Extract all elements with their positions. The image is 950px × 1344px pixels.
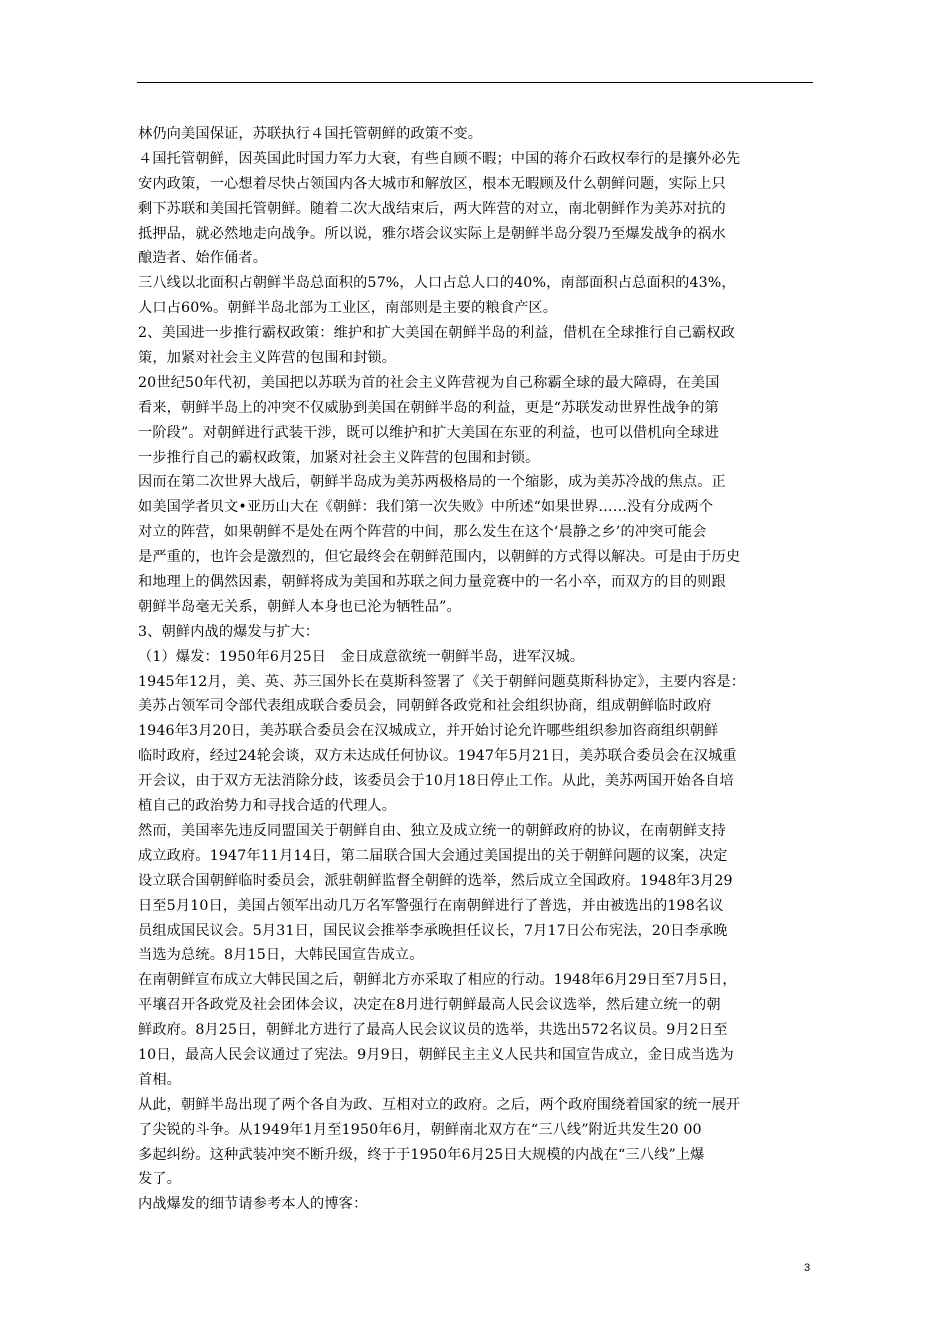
text-line: 首相。 bbox=[138, 1071, 182, 1088]
text-line: 了尖锐的斗争。从1949年1月至1950年6月，朝鲜南北双方在“三八线”附近共发生20 00 bbox=[138, 1121, 702, 1138]
text-line: 林仍向美国保证，苏联执行４国托管朝鲜的政策不变。 bbox=[138, 126, 483, 142]
text-line: 日至5月10日，美国占领军出动几万名军警强行在南朝鲜进行了普选，并由被选出的198名议 bbox=[138, 897, 724, 914]
text-line: 和地理上的偶然因素，朝鲜将成为美国和苏联之间力量竞赛中的一名小卒，而双方的目的则跟 bbox=[138, 574, 726, 591]
text-line: ４国托管朝鲜，因英国此时国力军力大衰，有些自顾不暇；中国的蒋介石政权奉行的是攘外必先 bbox=[138, 150, 741, 167]
text-line: 20世纪50年代初，美国把以苏联为首的社会主义阵营视为自己称霸全球的最大障碍，在美国 bbox=[138, 374, 720, 391]
text-line: 一阶段”。对朝鲜进行武装干涉，既可以维护和扩大美国在东亚的利益，也可以借机向全球进 bbox=[138, 424, 719, 441]
text-line: 看来，朝鲜半岛上的冲突不仅威胁到美国在朝鲜半岛的利益，更是“苏联发动世界性战争的第 bbox=[138, 399, 719, 416]
text-line: 10日，最高人民会议通过了宪法。9月9日，朝鲜民主主义人民共和国宣告成立，金日成当选为 bbox=[138, 1046, 734, 1063]
page-number: 3 bbox=[804, 1262, 811, 1274]
text-line: 当选为总统。8月15日，大韩民国宣告成立。 bbox=[138, 947, 424, 964]
text-line: 1946年3月20日，美苏联合委员会在汉城成立，并开始讨论允许哪些组织参加咨商组织朝鲜 bbox=[138, 723, 719, 740]
text-line: 开会议，由于双方无法消除分歧，该委员会于10月18日停止工作。从此，美苏两国开始各自培 bbox=[138, 773, 734, 790]
text-line: 植自己的政治势力和寻找合适的代理人。 bbox=[138, 798, 397, 815]
text-line: 抵押品，就必然地走向战争。所以说，雅尔塔会议实际上是朝鲜半岛分裂乃至爆发战争的祸水 bbox=[138, 225, 726, 242]
paragraph bbox=[138, 321, 814, 371]
text-line: 然而，美国率先违反同盟国关于朝鲜自由、独立及成立统一的朝鲜政府的协议，在南朝鲜支持 bbox=[138, 822, 726, 839]
document-body bbox=[138, 122, 814, 1217]
paragraph bbox=[138, 122, 814, 147]
text-line: 2、美国进一步推行霸权政策：维护和扩大美国在朝鲜半岛的利益，借机在全球推行自己霸权政 bbox=[138, 325, 736, 342]
paragraph bbox=[138, 645, 814, 670]
text-line: 剩下苏联和美国托管朝鲜。随着二次大战结束后，两大阵营的对立，南北朝鲜作为美苏对抗的 bbox=[138, 200, 726, 217]
text-line: 在南朝鲜宣布成立大韩民国之后，朝鲜北方亦采取了相应的行动。1948年6月29日至7月5日， bbox=[138, 972, 737, 989]
paragraph bbox=[138, 147, 814, 271]
text-line: （1）爆发：1950年6月25日 金日成意欲统一朝鲜半岛，进军汉城。 bbox=[138, 648, 585, 665]
paragraph bbox=[138, 819, 814, 968]
text-line: 3、朝鲜内战的爆发与扩大： bbox=[138, 623, 320, 640]
text-line: 成立政府。1947年11月14日，第二届联合国大会通过美国提出的关于朝鲜问题的议案，决定 bbox=[138, 847, 728, 864]
text-line: 朝鲜半岛毫无关系，朝鲜人本身也已沦为牺牲品”。 bbox=[138, 598, 461, 615]
text-line: 如美国学者贝文•亚历山大在《朝鲜：我们第一次失败》中所述“如果世界……没有分成两个 bbox=[138, 499, 714, 516]
paragraph bbox=[138, 1093, 814, 1193]
paragraph bbox=[138, 271, 814, 321]
paragraph bbox=[138, 470, 814, 619]
text-line: 多起纠纷。这种武装冲突不断升级，终于于1950年6月25日大规模的内战在“三八线”上爆 bbox=[138, 1146, 705, 1163]
text-line: 美苏占领军司令部代表组成联合委员会，同朝鲜各政党和社会组织协商，组成朝鲜临时政府 bbox=[138, 698, 712, 715]
text-line: 策，加紧对社会主义阵营的包围和封锁。 bbox=[138, 350, 397, 367]
text-line: 临时政府，经过24轮会谈，双方未达成任何协议。1947年5月21日，美苏联合委员会在汉城重 bbox=[138, 748, 737, 765]
text-line: 设立联合国朝鲜临时委员会，派驻朝鲜监督全朝鲜的选举，然后成立全国政府。1948年3月29 bbox=[138, 872, 733, 889]
text-line: 三八线以北面积占朝鲜半岛总面积的57%，人口占总人口的40%，南部面积占总面积的43%， bbox=[138, 275, 736, 292]
text-line: 从此，朝鲜半岛出现了两个各自为政、互相对立的政府。之后，两个政府围绕着国家的统一展开 bbox=[138, 1096, 741, 1113]
paragraph bbox=[138, 1192, 814, 1217]
paragraph bbox=[138, 968, 814, 1092]
text-line: 内战爆发的细节请参考本人的博客： bbox=[138, 1196, 368, 1213]
paragraph bbox=[138, 371, 814, 471]
text-line: 人口占60%。朝鲜半岛北部为工业区，南部则是主要的粮食产区。 bbox=[138, 300, 558, 317]
header-rule bbox=[137, 82, 813, 83]
text-line: 因而在第二次世界大战后，朝鲜半岛成为美苏两极格局的一个缩影，成为美苏冷战的焦点。正 bbox=[138, 474, 726, 491]
paragraph bbox=[138, 620, 814, 645]
text-line: 是严重的，也许会是激烈的，但它最终会在朝鲜范围内，以朝鲜的方式得以解决。可是由于历史 bbox=[138, 549, 741, 566]
text-line: 鲜政府。8月25日，朝鲜北方进行了最高人民会议议员的选举，共选出572名议员。9月2日至 bbox=[138, 1022, 728, 1039]
paragraph bbox=[138, 670, 814, 819]
text-line: 一步推行自己的霸权政策，加紧对社会主义阵营的包围和封锁。 bbox=[138, 449, 540, 466]
text-line: 发了。 bbox=[138, 1171, 182, 1188]
text-line: 安内政策，一心想着尽快占领国内各大城市和解放区，根本无暇顾及什么朝鲜问题，实际上只 bbox=[138, 175, 726, 192]
text-line: 1945年12月，美、英、苏三国外长在莫斯科签署了《关于朝鲜问题莫斯科协定》，主要内容是： bbox=[138, 673, 746, 690]
text-line: 员组成国民议会。5月31日，国民议会推举李承晚担任议长，7月17日公布宪法，20日李承晚 bbox=[138, 922, 728, 939]
text-line: 对立的阵营，如果朝鲜不是处在两个阵营的中间，那么发生在这个‘晨静之乡’的冲突可能会 bbox=[138, 524, 707, 541]
text-line: 酿造者、始作俑者。 bbox=[138, 250, 268, 267]
text-line: 平壤召开各政党及社会团体会议，决定在8月进行朝鲜最高人民会议选举，然后建立统一的朝 bbox=[138, 997, 721, 1014]
